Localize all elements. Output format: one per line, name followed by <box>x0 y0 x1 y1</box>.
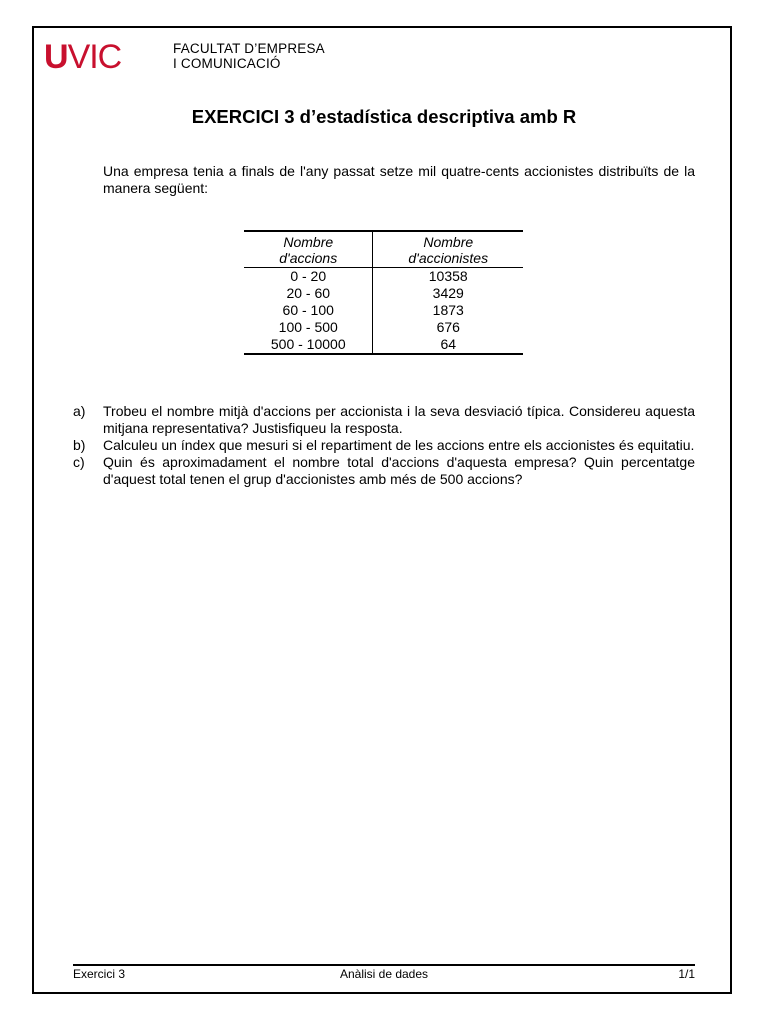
faculty-name <box>173 41 325 71</box>
logo-letters-vic: VIC <box>67 38 122 76</box>
question-text: Calculeu un índex que mesuri si el repartiment de les accions entre els accionistes és equitatiu. <box>103 437 695 453</box>
question-b <box>73 437 695 454</box>
faculty-name-line-1: FACULTAT D’EMPRESA <box>173 41 325 56</box>
table-row <box>244 268 523 286</box>
header-shareholders-line-1: Nombre <box>423 234 474 250</box>
table-row <box>244 285 523 302</box>
table-row <box>244 319 523 336</box>
table-row <box>244 302 523 319</box>
faculty-name-line-2: I COMUNICACIÓ <box>173 56 281 71</box>
header-shareholders-line-2: d'accionistes <box>408 250 489 266</box>
uvic-logo <box>44 40 324 76</box>
header-shares <box>244 231 373 268</box>
document-title: EXERCICI 3 d’estadística descriptiva amb R <box>191 106 577 127</box>
table-row <box>244 336 523 354</box>
question-c <box>73 454 695 488</box>
table-header-row <box>244 231 523 268</box>
header-shares-line-2: d'accions <box>279 250 338 266</box>
cell-shares-range: 60 - 100 <box>244 302 373 319</box>
question-text: Quin és aproximadament el nombre total d'accions d'aquesta empresa? Quin percentatge d'aquest total tenen el grup d'accionistes amb més de 500 accions? <box>103 454 695 487</box>
cell-shares-range: 0 - 20 <box>244 268 373 286</box>
footer-divider <box>73 964 695 966</box>
question-list <box>73 403 695 488</box>
header-shares-line-1: Nombre <box>283 234 334 250</box>
cell-shareholder-count: 3429 <box>432 285 464 301</box>
distribution-table <box>244 230 523 355</box>
header-shareholders <box>373 231 523 268</box>
cell-shareholder-count: 1873 <box>432 302 464 318</box>
cell-shares-range: 20 - 60 <box>244 285 373 302</box>
question-letter: b) <box>73 437 86 453</box>
cell-shares-range: 500 - 10000 <box>244 336 373 354</box>
cell-shareholder-count: 64 <box>440 336 457 352</box>
question-letter: a) <box>73 403 86 419</box>
question-a <box>73 403 695 437</box>
footer-page-number: 1/1 <box>678 967 695 981</box>
footer-course-name: Anàlisi de dades <box>339 967 429 981</box>
intro-paragraph: Una empresa tenia a finals de l'any passat setze mil quatre-cents accionistes distribuïts de la manera següent: <box>103 163 695 196</box>
footer-exercise-label: Exercici 3 <box>73 967 126 981</box>
question-text: Trobeu el nombre mitjà d'accions per accionista i la seva desviació típica. Considereu aquesta mitjana representativa? Justisfiqueu la resposta. <box>103 403 695 436</box>
cell-shareholder-count: 676 <box>436 319 460 335</box>
cell-shareholder-count: 10358 <box>428 268 468 284</box>
uvic-logo-mark <box>44 40 121 74</box>
logo-letter-u: U <box>44 38 68 76</box>
cell-shares-range: 100 - 500 <box>244 319 373 336</box>
question-letter: c) <box>73 454 85 470</box>
